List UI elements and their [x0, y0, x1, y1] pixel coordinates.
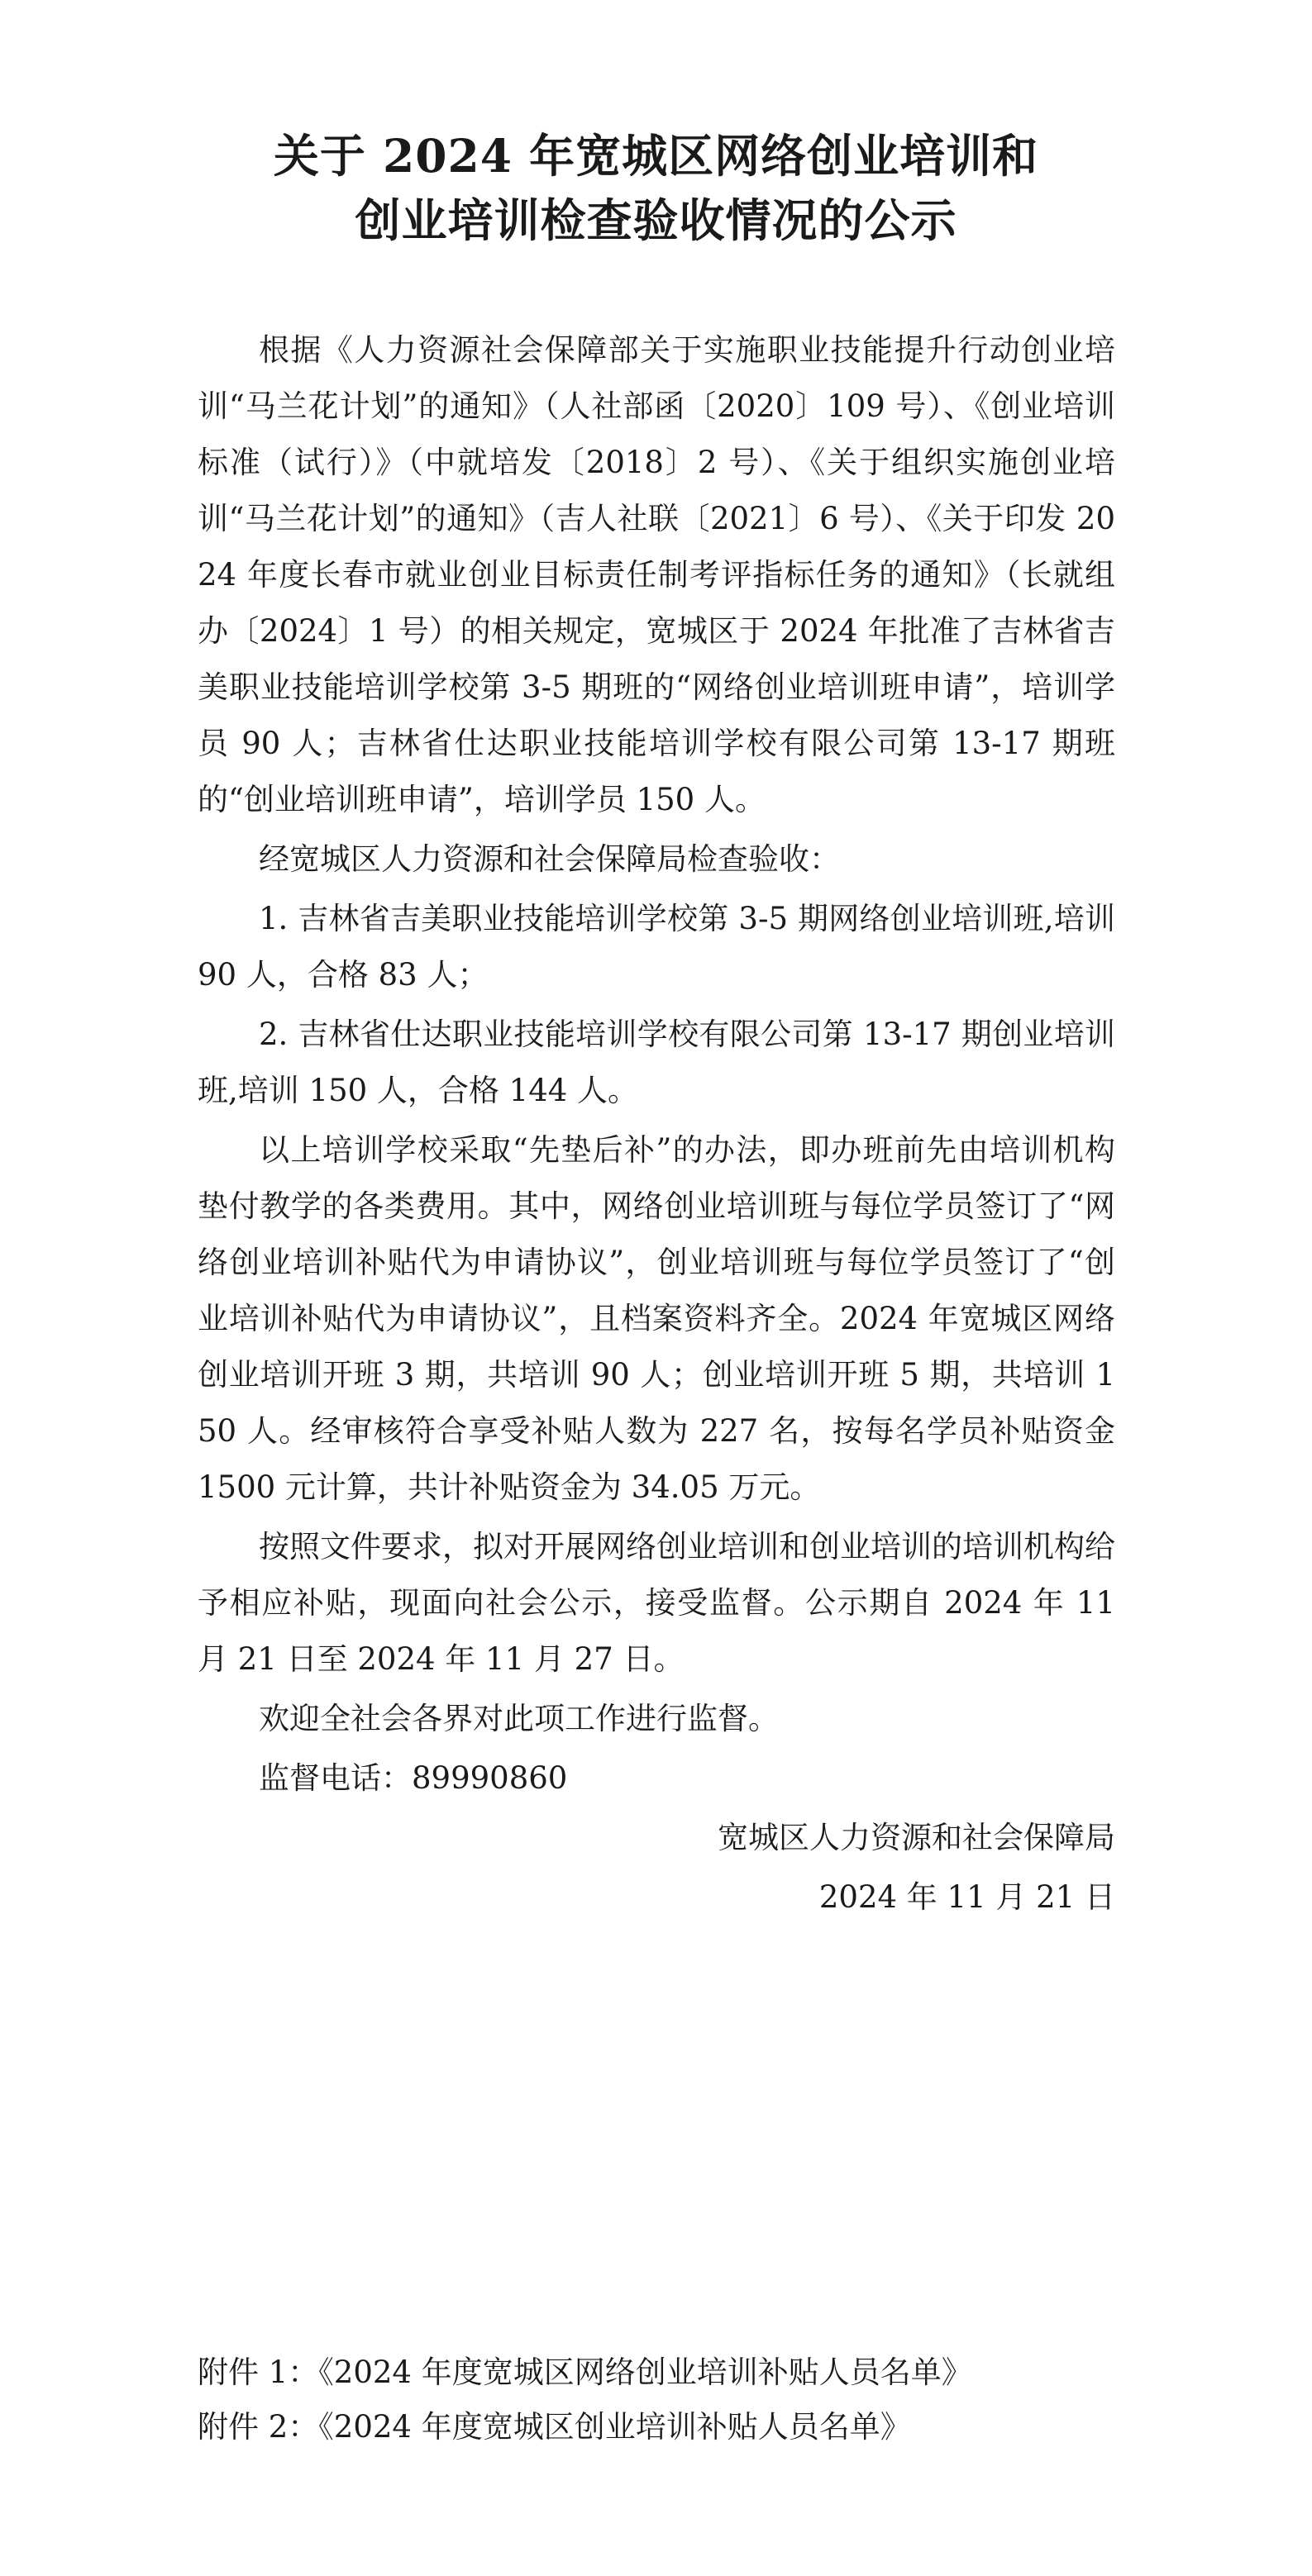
- document-body: [198, 322, 1115, 1926]
- supervision-phone: 监督电话：89990860: [259, 1760, 568, 1796]
- paragraph-publicity-period: 按照文件要求，拟对开展网络创业培训和创业培训的培训机构给予相应补贴，现面向社会公示，接受监督。公示期自 2024 年 11 月 21 日至 2024 年 11 月 27 日。: [198, 1529, 1115, 1677]
- attachment-1: 附件 1：《2024 年度宽城区网络创业培训补贴人员名单》: [198, 2355, 972, 2390]
- page-title: [0, 124, 1312, 253]
- attachments-list: [198, 2345, 1115, 2455]
- list-item-shida-school: 2. 吉林省仕达职业技能培训学校有限公司第 13-17 期创业培训班,培训 150 人，合格 144 人。: [198, 1017, 1115, 1108]
- paragraph-supervision: 欢迎全社会各界对此项工作进行监督。: [259, 1701, 779, 1736]
- paragraph-basis: 根据《人力资源社会保障部关于实施职业技能提升行动创业培训“马兰花计划”的通知》（人社部函〔2020〕109 号）、《创业培训标准（试行）》（中就培发〔2018〕2 号）、《关于组织实施创业培训“马兰花计划”的通知》（吉人社联〔2021〕6 号）、《关于印发 2024 年度长春市就业创业目标责任制考评指标任务的通知》（长就组办〔2024〕1 号）的相关规定，宽城区于 2024 年批准了吉林省吉美职业技能培训学校第 3-5 期班的“网络创业培训班申请”，培训学员 90 人；吉林省仕达职业技能培训学校有限公司第 13-17 期班的“创业培训班申请”，培训学员 150 人。: [198, 332, 1115, 817]
- title-line-1: 关于 2024 年宽城区网络创业培训和: [273, 129, 1039, 183]
- list-item-jimei-school: 1. 吉林省吉美职业技能培训学校第 3-5 期网络创业培训班,培训 90 人，合格 83 人；: [198, 901, 1115, 993]
- attachment-2: 附件 2：《2024 年度宽城区创业培训补贴人员名单》: [198, 2409, 911, 2445]
- signature-date: 2024 年 11 月 21 日: [818, 1879, 1115, 1915]
- title-line-2: 创业培训检查验收情况的公示: [355, 193, 957, 247]
- signature-organization: 宽城区人力资源和社会保障局: [718, 1820, 1115, 1855]
- paragraph-subsidy-details: 以上培训学校采取“先垫后补”的办法，即办班前先由培训机构垫付教学的各类费用。其中，网络创业培训班与每位学员签订了“网络创业培训补贴代为申请协议”，创业培训班与每位学员签订了“创业培训补贴代为申请协议”，且档案资料齐全。2024 年宽城区网络创业培训开班 3 期，共培训 90 人；创业培训开班 5 期，共培训 150 人。经审核符合享受补贴人数为 227 名，按每名学员补贴资金 1500 元计算，共计补贴资金为 34.05 万元。: [198, 1132, 1115, 1505]
- paragraph-inspection-intro: 经宽城区人力资源和社会保障局检查验收：: [259, 841, 840, 877]
